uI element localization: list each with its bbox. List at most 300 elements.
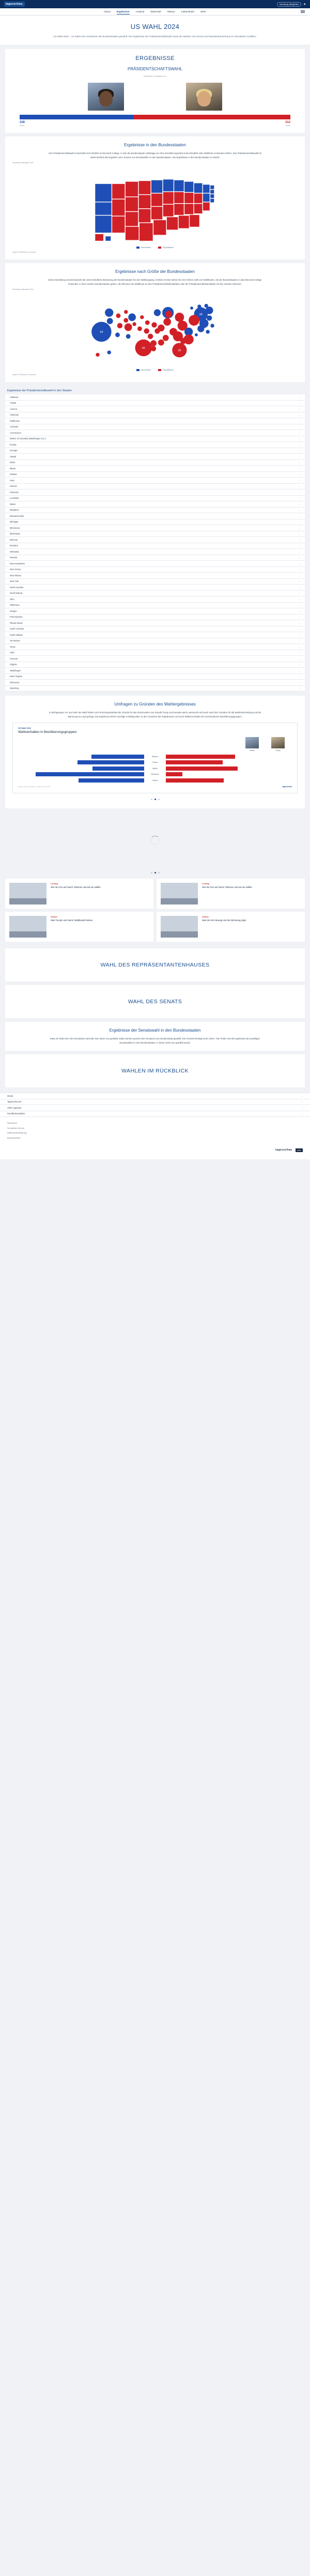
- footer-link[interactable]: Datenschutzerklärung: [7, 1132, 26, 1134]
- chevron-down-icon[interactable]: ⌄: [301, 1112, 303, 1115]
- footer-link[interactable]: Barrierefreiheit: [7, 1137, 20, 1139]
- footer-accordion-row[interactable]: [0, 1093, 310, 1099]
- house-banner: [5, 948, 305, 982]
- state-accordion-row[interactable]: [5, 513, 305, 519]
- top-bar: [0, 0, 310, 8]
- us-choropleth-map[interactable]: [12, 167, 298, 244]
- state-accordion-row[interactable]: [5, 603, 305, 609]
- poll-bar-dem-wrap: [18, 778, 144, 786]
- chevron-down-icon[interactable]: ⌄: [298, 407, 300, 410]
- carousel2-dot-3[interactable]: [158, 872, 160, 873]
- poll-bar-row: [18, 766, 292, 771]
- teaser-list: [5, 879, 305, 945]
- chevron-down-icon[interactable]: ⌄: [298, 395, 300, 398]
- chevron-down-icon[interactable]: ⌄: [298, 490, 300, 494]
- chevron-down-icon[interactable]: ⌄: [298, 443, 300, 446]
- chevron-down-icon[interactable]: ⌄: [298, 455, 300, 458]
- teaser-thumb-1: [9, 883, 47, 904]
- chevron-down-icon[interactable]: ⌄: [298, 621, 300, 624]
- teaser-1[interactable]: [5, 879, 153, 909]
- teaser-thumb-3: [9, 916, 47, 938]
- bubble-source: Quelle: AP/Wahlen in Amerika: [12, 374, 36, 376]
- poll-bar-label: Männer: [152, 755, 158, 758]
- poll-bar-label: Schwarze: [151, 773, 159, 776]
- carousel2-dot-2[interactable]: [154, 872, 156, 873]
- state-accordion-row[interactable]: [5, 525, 305, 531]
- ard-logo: ARD: [296, 1148, 303, 1152]
- chevron-down-icon[interactable]: ⌄: [298, 449, 300, 452]
- nav-item-ergebnisse[interactable]: Ergebnisse: [117, 9, 130, 14]
- chevron-down-icon[interactable]: ⌄: [298, 509, 300, 512]
- top-bar-left: [4, 2, 25, 7]
- bubble-legend-dem: [136, 369, 151, 371]
- carousel-dot-3[interactable]: [158, 799, 160, 800]
- chevron-down-icon[interactable]: ⌄: [298, 597, 300, 601]
- trump-thumb: [271, 737, 285, 748]
- us-bubble-chart[interactable]: [12, 290, 298, 367]
- state-accordion-label: District of Columbia (Washington D.C.): [10, 437, 47, 440]
- state-accordion-label: New York: [10, 580, 19, 583]
- states-accordion-title: Ergebnisse der Präsidentschaftswahl in den Staaten: [7, 389, 72, 393]
- state-accordion-row[interactable]: [5, 537, 305, 543]
- harris-thumb: [245, 737, 259, 748]
- poll-bar-dem: [92, 766, 144, 771]
- senate-states-title: Ergebnisse der Senatswahl in den Bundesstaaten: [109, 1028, 201, 1033]
- nav-item-faktenfinder[interactable]: Faktenfinder: [181, 10, 195, 13]
- state-accordion-label: Kalifornien: [10, 419, 20, 422]
- chevron-down-icon[interactable]: ⌄: [298, 526, 300, 529]
- state-accordion-row[interactable]: [5, 644, 305, 650]
- state-accordion-row[interactable]: [5, 596, 305, 603]
- footer-accordion: [0, 1093, 310, 1117]
- state-accordion-row[interactable]: [5, 662, 305, 668]
- poll-graphic[interactable]: [12, 723, 298, 793]
- senate-states-text: Etwa ein Drittel der 100 Senatssitze wird alle zwei Jahre neu gewählt. Dabei werden jeweils zwei Senatoren pro Bundesstaat gewählt. Die Amtszeit beträgt sechs Jahre. Hier finden Sie die Ergebnisse der jeweiligen Senatswahlen in den Bundesstaaten, in denen 2024 neu gewählt wurde.: [50, 1037, 260, 1044]
- poll-bar-label: Weiße: [152, 767, 158, 770]
- chevron-down-icon[interactable]: ⌄: [298, 431, 300, 434]
- chevron-down-icon[interactable]: ⌄: [298, 687, 300, 690]
- state-accordion-label: Alaska: [10, 402, 17, 405]
- state-accordion-row[interactable]: [5, 656, 305, 662]
- state-accordion-label: Washington: [10, 669, 21, 672]
- poll-bar-row: [18, 754, 292, 759]
- state-accordion-label: Florida: [10, 443, 17, 446]
- state-accordion-label: Oregon: [10, 609, 17, 612]
- states-accordion: [5, 394, 305, 692]
- legend-rep: [158, 247, 174, 249]
- chevron-down-icon[interactable]: ⌄: [298, 485, 300, 488]
- poll-bar-rep-wrap: [166, 772, 292, 776]
- chevron-down-icon[interactable]: ⌄: [301, 1106, 303, 1109]
- live-video-button[interactable]: Sendung abspielen: [277, 2, 302, 7]
- chevron-down-icon[interactable]: ⌄: [301, 1094, 303, 1097]
- footer-accordion-row[interactable]: [0, 1111, 310, 1117]
- poll-bar-rep: [166, 755, 235, 759]
- state-accordion-label: Utah: [10, 651, 14, 654]
- poll-bar-dem: [79, 778, 144, 786]
- poll-source: Quelle: Edison Research / Angaben in Prozent: [18, 786, 50, 788]
- state-accordion-row[interactable]: [5, 412, 305, 419]
- chevron-down-icon[interactable]: ⌄: [298, 568, 300, 571]
- poll-tornado-chart: [18, 754, 292, 786]
- state-accordion-label: West Virginia: [10, 675, 22, 678]
- footer-brand: [0, 1145, 310, 1152]
- poll-face-trump-label: Trump: [275, 749, 281, 752]
- poll-bar-dem-wrap: [18, 755, 144, 759]
- poll-bar-label: Latinos: [152, 779, 158, 781]
- footer-accordion-row[interactable]: [0, 1099, 310, 1106]
- page-title: US WAHL 2024: [130, 23, 180, 30]
- state-accordion-row[interactable]: [5, 501, 305, 508]
- top-bar-right: [277, 2, 306, 7]
- play-icon[interactable]: ▶: [304, 3, 306, 5]
- state-accordion-row[interactable]: [5, 686, 305, 692]
- electoral-dem-value: 226: [20, 121, 25, 125]
- state-accordion-label: Tennessee: [10, 639, 20, 642]
- electoral-labels: [20, 125, 290, 127]
- state-accordion-row[interactable]: [5, 436, 305, 442]
- state-accordion-label: New Hampshire: [10, 562, 25, 565]
- chevron-down-icon[interactable]: ⌄: [298, 681, 300, 684]
- legend-rep-label: Republikaner: [163, 247, 174, 249]
- chevron-down-icon[interactable]: ⌄: [298, 580, 300, 583]
- carousel-dots-secondary[interactable]: [0, 872, 310, 873]
- teaser-thumb-4: [161, 916, 198, 938]
- map-chart-label: Präsidentschaftswahl 2024: [12, 162, 34, 164]
- state-accordion-label: North Carolina: [10, 586, 24, 589]
- retro-banner-title: WAHLEN IM RÜCKBLICK: [121, 1068, 189, 1075]
- state-accordion-label: Iowa: [10, 479, 14, 482]
- chevron-down-icon[interactable]: ⌄: [298, 550, 300, 553]
- nav-item-ausland[interactable]: Ausland: [135, 10, 145, 13]
- candidate-harris: [88, 83, 124, 111]
- footer-links: [0, 1117, 310, 1145]
- carousel-dots[interactable]: [12, 799, 298, 800]
- state-accordion-row[interactable]: [5, 555, 305, 561]
- state-accordion-row[interactable]: [5, 430, 305, 436]
- poll-bar-rep-wrap: [166, 760, 292, 764]
- retro-banner: [5, 1054, 305, 1087]
- teaser-2-headline: Wie die USA auf Harris' Stimmen und wie sie wählte: [202, 886, 252, 889]
- state-accordion-label: Kentucky: [10, 490, 19, 494]
- footer-accordion-label: ARD-Angebote: [7, 1106, 22, 1109]
- state-accordion-row[interactable]: [5, 401, 305, 407]
- footer-link[interactable]: Impressum: [7, 1122, 17, 1125]
- carousel2-dot-1[interactable]: [151, 872, 152, 873]
- poll-bar-dem-value: 86: [37, 777, 39, 780]
- chevron-down-icon[interactable]: ⌄: [298, 657, 300, 660]
- state-accordion-label: New Mexico: [10, 574, 22, 577]
- poll-bar-dem: [36, 772, 144, 780]
- state-accordion-row[interactable]: [5, 620, 305, 626]
- nav-item-wissen[interactable]: Wissen: [167, 10, 175, 13]
- state-accordion-row[interactable]: [5, 567, 305, 573]
- harris-photo: [88, 83, 124, 111]
- footer-accordion-label: Rundfunkanstalten: [7, 1112, 25, 1115]
- chevron-down-icon[interactable]: ⌄: [298, 502, 300, 505]
- poll-logo: tagesschau: [282, 786, 292, 788]
- chevron-down-icon[interactable]: ⌄: [298, 663, 300, 666]
- state-accordion-row[interactable]: [5, 591, 305, 597]
- state-accordion-label: Vermont: [10, 657, 18, 660]
- chevron-down-icon[interactable]: ⌄: [298, 639, 300, 642]
- chevron-down-icon[interactable]: ⌄: [298, 532, 300, 535]
- chevron-down-icon[interactable]: ⌄: [298, 437, 300, 440]
- bubble-legend-dem-label: Demokraten: [141, 369, 151, 372]
- state-accordion-row[interactable]: [5, 531, 305, 538]
- poll-bar-row: [18, 778, 292, 786]
- poll-bar-rep-value: 46: [167, 783, 169, 786]
- state-accordion-row[interactable]: [5, 668, 305, 674]
- poll-bar-dem-wrap: [18, 760, 144, 768]
- state-accordion-label: Missouri: [10, 538, 18, 541]
- state-accordion-row[interactable]: [5, 406, 305, 412]
- logo-text: tagesschau: [6, 3, 23, 6]
- chevron-down-icon[interactable]: ⌄: [298, 467, 300, 470]
- polls-text: In Befragungen vor und nach der Wahl haben US-Forschungsinstitute die Gründe für das Abschneiden von Donald Trump und Kamala Harris untersucht und auch nach den Gründen für die Wahlentscheidung und die Stimmung im Land gefragt. Die Ergebnisse liefern wichtige Anhaltspunkte zu den Ursachen des Ergebnisses und auch Wählerverhalten bei verschiedenen Bevölkerungsgruppen.: [49, 711, 261, 718]
- footer-accordion-label: Inland: [7, 1094, 13, 1097]
- teaser-3-kicker: Analyse: [51, 916, 58, 918]
- electoral-rep-value: 312: [285, 121, 290, 125]
- chevron-down-icon[interactable]: ⌄: [298, 604, 300, 607]
- chevron-down-icon[interactable]: ⌄: [298, 669, 300, 672]
- poll-face-trump: [271, 737, 285, 752]
- poll-bar-dem-value: 53: [78, 765, 81, 768]
- nav-item-wirtschaft[interactable]: Wirtschaft: [150, 10, 161, 13]
- footer-link[interactable]: So arbeiten Sie uns: [7, 1127, 25, 1129]
- senate-banner: [5, 985, 305, 1018]
- legend-dem-label: Demokraten: [141, 247, 151, 249]
- bubble-card: [5, 263, 305, 382]
- hero-subtitle: US-Wahl 2024 – So haben die Amerikaner die Bundesstaaten gewählt: Die Ergebnisse der Präsidentschaftswahl sowie der Wahlen zum Senat und Repräsentantenhaus im interaktiven Grafiken.: [53, 35, 257, 38]
- chevron-down-icon[interactable]: ⌄: [298, 616, 300, 619]
- state-accordion-row[interactable]: [5, 442, 305, 448]
- state-accordion-label: Minnesota: [10, 526, 20, 529]
- state-accordion-row[interactable]: [5, 448, 305, 454]
- poll-bar-rep: [166, 760, 223, 764]
- svg-text:30: 30: [178, 349, 181, 352]
- poll-footer: [18, 783, 292, 788]
- chevron-down-icon[interactable]: ⌄: [298, 520, 300, 524]
- poll-kicker: US Wahl 2024: [18, 727, 31, 730]
- chevron-down-icon[interactable]: ⌄: [298, 419, 300, 422]
- hamburger-icon[interactable]: [301, 10, 305, 13]
- state-accordion-label: Alabama: [10, 395, 19, 398]
- polls-title: Umfragen zu Gründen des Wahlergebnisses: [114, 702, 196, 707]
- tagesschau-logo[interactable]: [4, 2, 25, 7]
- state-accordion-row[interactable]: [5, 496, 305, 502]
- poll-bar-dem-value: 52: [80, 783, 82, 786]
- carousel-dot-2[interactable]: [154, 799, 156, 800]
- electoral-rep-label: Trump: [285, 125, 290, 127]
- page-root: [0, 0, 310, 1159]
- chevron-down-icon[interactable]: ⌄: [298, 627, 300, 631]
- senate-banner-title: WAHL DES SENATS: [128, 999, 182, 1005]
- chevron-down-icon[interactable]: ⌄: [298, 473, 300, 476]
- state-accordion-row[interactable]: [5, 608, 305, 615]
- footer-accordion-row[interactable]: [0, 1105, 310, 1111]
- state-accordion-row[interactable]: [5, 585, 305, 591]
- teaser-1-headline: Wie die USA auf Harris' Stimmen und wie sie wählte: [51, 886, 101, 889]
- state-accordion-label: Virginia: [10, 663, 17, 666]
- state-accordion-label: Idaho: [10, 461, 16, 464]
- nav-item-mehr[interactable]: Mehr: [200, 10, 206, 13]
- chevron-down-icon[interactable]: ⌄: [301, 1100, 303, 1103]
- teaser-3-headline: Was Trumps und Harris' Wahlkampf kostete: [51, 919, 93, 922]
- chevron-down-icon[interactable]: ⌄: [298, 633, 300, 636]
- electoral-dem-label: Harris: [20, 125, 25, 127]
- map-text: Das Präsidentschaftswahl entscheidet sich letztlich an Electoral College. In das die Bundesstaaten abhängig von ihrer Bevölkerungszahl unterschiedlich viele Wahlleute entsenden dürfen. Das Präsidentschaftswahl ist damit letztlich das Ergebnis einer Summe von Einzelwahlen in den Bundesstaaten. Die Ergebnisse in den Bundesstaaten im Detail:: [49, 152, 261, 159]
- poll-bar-row: [18, 760, 292, 768]
- state-accordion-label: Indiana: [10, 473, 17, 476]
- electoral-bar-dem: [20, 115, 133, 119]
- state-accordion-label: Rhode Island: [10, 621, 23, 624]
- bubble-text: Diese Darstellung veranschaulicht die unterschiedliche Bedeutung der Bundesstaaten für den Wahlausgang. Größere Kreise stehen für eine höhere Zahl von Wahlleuten, die der Bundesstaaten in das Electoral College entsendet. In dem insofern Bundesstaaten geben, die Stimmen der Wahlleute an den Präsidentschaftskandidaten oder die Präsidentschaftskandidatin mit den meisten Stimmen.: [48, 279, 262, 285]
- poll-face-harris-label: Harris: [250, 749, 255, 752]
- carousel-dot-1[interactable]: [151, 799, 152, 800]
- state-accordion-row[interactable]: [5, 561, 305, 567]
- poll-face-harris: [245, 737, 259, 752]
- state-accordion-row[interactable]: [5, 543, 305, 549]
- bubble-legend-swatch-rep: [158, 369, 161, 371]
- footer: [0, 1093, 310, 1159]
- state-accordion-label: Pennsylvania: [10, 616, 23, 619]
- bubble-legend-rep-label: Republikaner: [163, 369, 174, 372]
- state-accordion-label: Ohio: [10, 597, 14, 601]
- state-accordion-row[interactable]: [5, 650, 305, 656]
- chevron-down-icon[interactable]: ⌄: [298, 538, 300, 541]
- chevron-down-icon[interactable]: ⌄: [298, 497, 300, 500]
- bubble-title: Ergebnisse nach Größe der Bundesstaaten: [115, 269, 195, 274]
- chevron-down-icon[interactable]: ⌄: [298, 651, 300, 654]
- state-accordion-row[interactable]: [5, 489, 305, 496]
- state-accordion-label: Texas: [10, 645, 16, 648]
- state-accordion-label: Kansas: [10, 485, 17, 488]
- state-accordion-row[interactable]: [5, 466, 305, 472]
- state-accordion-row[interactable]: [5, 573, 305, 579]
- chevron-down-icon[interactable]: ⌄: [298, 586, 300, 589]
- candidate-row: [12, 83, 298, 111]
- state-accordion-row[interactable]: [5, 680, 305, 686]
- state-accordion-row[interactable]: [5, 418, 305, 424]
- bubble-legend-swatch-dem: [136, 369, 140, 371]
- state-accordion-row[interactable]: [5, 394, 305, 401]
- teaser-3[interactable]: [5, 912, 153, 942]
- state-accordion-label: Arkansas: [10, 413, 19, 417]
- footer-accordion-label: Tagesschau.de: [7, 1100, 22, 1103]
- bubble-chart-label: Präsidentschaftswahl 2024: [12, 288, 34, 291]
- state-accordion-label: Colorado: [10, 425, 19, 428]
- state-accordion-row[interactable]: [5, 484, 305, 490]
- state-accordion-label: Maryland: [10, 509, 19, 512]
- state-accordion-label: Nevada: [10, 556, 18, 559]
- map-svg: [12, 167, 298, 244]
- chevron-down-icon[interactable]: ⌄: [298, 675, 300, 678]
- teaser-2-kicker: Liveblog: [202, 883, 209, 885]
- state-accordion-label: Georgia: [10, 449, 18, 452]
- state-accordion-row[interactable]: [5, 615, 305, 621]
- state-accordion-row[interactable]: [5, 549, 305, 555]
- electoral-values: [20, 121, 290, 124]
- chevron-down-icon[interactable]: ⌄: [298, 562, 300, 565]
- state-accordion-row[interactable]: [5, 674, 305, 680]
- chevron-down-icon[interactable]: ⌄: [298, 479, 300, 482]
- electoral-bar: [20, 115, 290, 119]
- chevron-down-icon[interactable]: ⌄: [298, 609, 300, 612]
- state-accordion-row[interactable]: [5, 454, 305, 460]
- state-accordion-row[interactable]: [5, 632, 305, 638]
- state-accordion-row[interactable]: [5, 508, 305, 514]
- chevron-down-icon[interactable]: ⌄: [298, 574, 300, 577]
- svg-text:54: 54: [100, 331, 103, 334]
- president-subtitle: ERGEBNIS, STIMMEN IN %: [144, 75, 166, 78]
- state-accordion-row[interactable]: [5, 424, 305, 431]
- state-accordion-label: South Carolina: [10, 627, 24, 631]
- state-accordion-row[interactable]: [5, 460, 305, 466]
- house-banner-title: WAHL DES REPRÄSENTANTENHAUSES: [100, 962, 210, 969]
- chevron-down-icon[interactable]: ⌄: [298, 592, 300, 595]
- state-accordion-label: Mississippi: [10, 532, 20, 535]
- senate-states-card: [5, 1022, 305, 1051]
- state-accordion-row[interactable]: [5, 579, 305, 585]
- chevron-down-icon[interactable]: ⌄: [298, 402, 300, 405]
- state-accordion-row[interactable]: [5, 472, 305, 478]
- chevron-down-icon[interactable]: ⌄: [298, 544, 300, 547]
- state-accordion-row[interactable]: [5, 626, 305, 633]
- state-accordion-label: North Dakota: [10, 592, 23, 595]
- chevron-down-icon[interactable]: ⌄: [298, 461, 300, 464]
- chevron-down-icon[interactable]: ⌄: [298, 425, 300, 428]
- map-title: Ergebnisse in den Bundesstaaten: [124, 143, 186, 148]
- poll-bar-rep: [166, 766, 238, 771]
- state-accordion-label: Wisconsin: [10, 681, 20, 684]
- hero-section: [0, 16, 310, 45]
- poll-headline: Wahlverhalten in Bevölkerungsgruppen: [18, 730, 77, 734]
- chevron-down-icon[interactable]: ⌄: [298, 556, 300, 559]
- chevron-down-icon[interactable]: ⌄: [298, 413, 300, 417]
- state-accordion-label: Connecticut: [10, 431, 21, 434]
- results-card: [5, 49, 305, 133]
- chevron-down-icon[interactable]: ⌄: [298, 514, 300, 517]
- teaser-4[interactable]: [157, 912, 305, 942]
- president-title: PRÄSIDENTSCHAFTSWAHL: [128, 67, 182, 72]
- poll-candidate-faces: [18, 737, 292, 752]
- poll-bar-row: [18, 772, 292, 780]
- bubble-legend-rep: [158, 369, 174, 371]
- state-accordion-label: Illinois: [10, 467, 16, 470]
- polls-card: [5, 696, 305, 808]
- teaser-4-headline: Was die USA bewegt und die Stimmung prägt: [202, 919, 246, 922]
- state-accordion-row[interactable]: [5, 519, 305, 526]
- poll-bar-rep-wrap: [166, 778, 292, 786]
- poll-bar-dem: [91, 755, 144, 759]
- poll-bar-dem: [78, 760, 144, 768]
- state-accordion-label: Michigan: [10, 520, 19, 524]
- teaser-2[interactable]: [157, 879, 305, 909]
- nav-item-inland[interactable]: Inland: [104, 10, 111, 13]
- bubble-legend: [12, 369, 298, 371]
- poll-bar-dem-wrap: [18, 766, 144, 771]
- chevron-down-icon[interactable]: ⌄: [298, 645, 300, 648]
- loading-area: [0, 812, 310, 869]
- state-accordion-row[interactable]: [5, 638, 305, 645]
- legend-swatch-dem: [136, 247, 140, 249]
- teaser-1-kicker: Liveblog: [51, 883, 58, 885]
- poll-bar-rep: [166, 778, 224, 786]
- trump-photo: [186, 83, 222, 111]
- loading-spinner-icon: [150, 836, 160, 845]
- state-accordion-row[interactable]: [5, 478, 305, 484]
